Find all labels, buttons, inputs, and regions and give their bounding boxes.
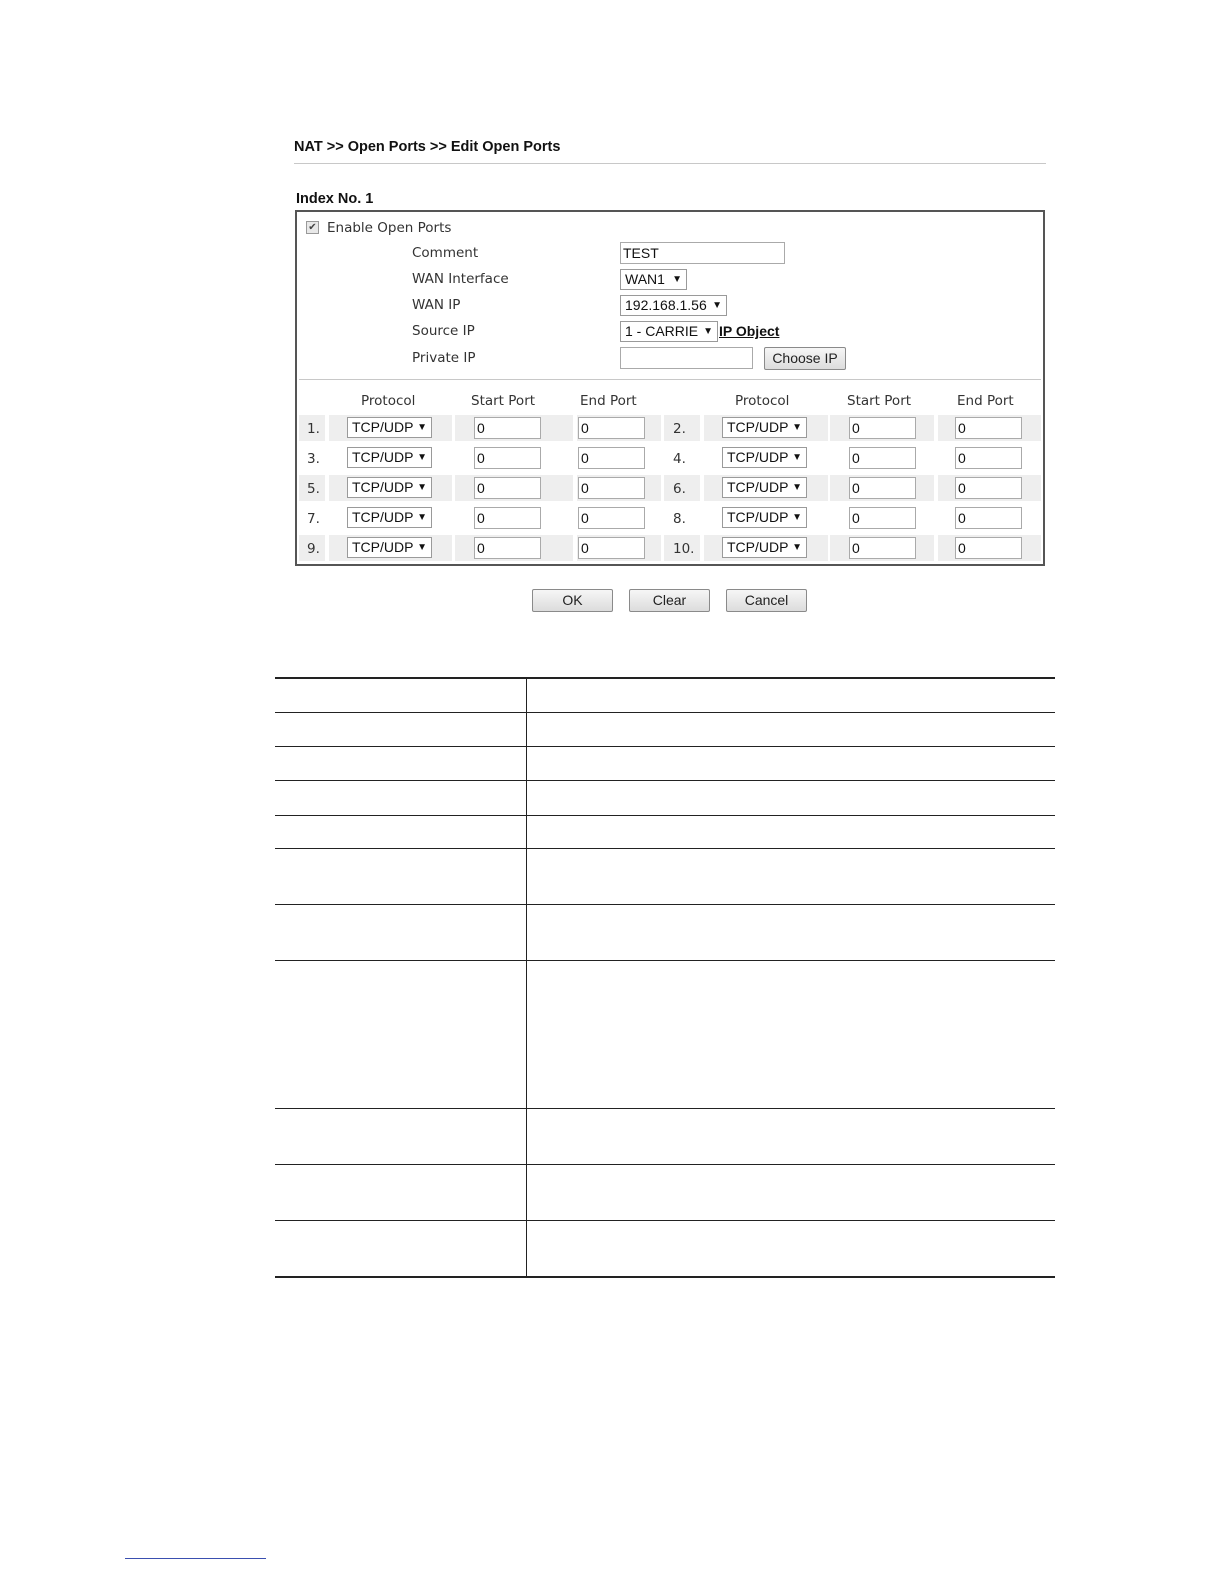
- wan-ip-value: 192.168.1.56: [625, 297, 707, 313]
- chevron-down-icon: ▼: [417, 422, 427, 433]
- protocol-select[interactable]: [347, 477, 432, 498]
- protocol-select[interactable]: [722, 447, 807, 468]
- port-row-number: 6.: [673, 481, 686, 497]
- port-row-number: 1.: [307, 421, 320, 437]
- protocol-select[interactable]: [347, 537, 432, 558]
- table-row-rule: [275, 960, 1055, 961]
- wan-ip-label: WAN IP: [412, 297, 461, 313]
- chevron-down-icon: ▼: [712, 300, 722, 311]
- chevron-down-icon: ▼: [792, 452, 802, 463]
- end-port-header-right: End Port: [957, 393, 1014, 409]
- wan-ip-select[interactable]: [620, 295, 727, 316]
- port-row-number: 7.: [307, 511, 320, 527]
- comment-input[interactable]: TEST: [620, 242, 785, 264]
- protocol-value: TCP/UDP: [727, 449, 789, 465]
- port-row-number: 10.: [673, 541, 695, 557]
- start-port-input[interactable]: 0: [474, 417, 541, 439]
- chevron-down-icon: ▼: [417, 452, 427, 463]
- protocol-value: TCP/UDP: [727, 419, 789, 435]
- protocol-header-left: Protocol: [361, 393, 416, 409]
- footer-link-rule: [125, 1558, 266, 1559]
- chevron-down-icon: ▼: [417, 512, 427, 523]
- end-port-input[interactable]: 0: [578, 507, 645, 529]
- wan-interface-label: WAN Interface: [412, 271, 509, 287]
- end-port-input[interactable]: 0: [578, 417, 645, 439]
- table-row-rule: [275, 1220, 1055, 1221]
- table-row-rule: [275, 712, 1055, 713]
- port-row-number: 9.: [307, 541, 320, 557]
- table-bottom-rule: [275, 1276, 1055, 1278]
- end-port-input[interactable]: 0: [578, 537, 645, 559]
- table-top-rule: [275, 677, 1055, 679]
- index-title: Index No. 1: [296, 191, 374, 207]
- table-row-rule: [275, 746, 1055, 747]
- enable-open-ports-checkbox[interactable]: ✔: [306, 221, 319, 234]
- chevron-down-icon: ▼: [417, 542, 427, 553]
- start-port-input[interactable]: 0: [474, 477, 541, 499]
- source-ip-value: 1 - CARRIE: [625, 323, 699, 339]
- chevron-down-icon: ▼: [792, 542, 802, 553]
- port-row-number: 8.: [673, 511, 686, 527]
- start-port-header-left: Start Port: [471, 393, 536, 409]
- end-port-input[interactable]: 0: [955, 507, 1022, 529]
- clear-button[interactable]: Clear: [629, 589, 710, 612]
- port-row-number: 4.: [673, 451, 686, 467]
- protocol-select[interactable]: [347, 507, 432, 528]
- protocol-value: TCP/UDP: [727, 479, 789, 495]
- source-ip-select[interactable]: [620, 321, 718, 342]
- ip-object-link[interactable]: IP Object: [719, 323, 780, 339]
- wan-interface-select[interactable]: [620, 269, 687, 290]
- breadcrumb: NAT >> Open Ports >> Edit Open Ports: [294, 139, 561, 155]
- ok-button[interactable]: OK: [532, 589, 613, 612]
- protocol-select[interactable]: [722, 507, 807, 528]
- chevron-down-icon: ▼: [792, 512, 802, 523]
- chevron-down-icon: ▼: [703, 326, 713, 337]
- breadcrumb-divider: [294, 163, 1046, 164]
- protocol-value: TCP/UDP: [352, 479, 414, 495]
- comment-label: Comment: [412, 245, 479, 261]
- start-port-header-right: Start Port: [847, 393, 912, 409]
- chevron-down-icon: ▼: [672, 274, 682, 285]
- port-row-number: 5.: [307, 481, 320, 497]
- table-row-rule: [275, 815, 1055, 816]
- start-port-input[interactable]: 0: [849, 477, 916, 499]
- end-port-input[interactable]: 0: [955, 537, 1022, 559]
- enable-open-ports-label: Enable Open Ports: [327, 220, 452, 236]
- table-row-rule: [275, 1108, 1055, 1109]
- protocol-select[interactable]: [347, 447, 432, 468]
- protocol-value: TCP/UDP: [352, 419, 414, 435]
- start-port-input[interactable]: 0: [849, 447, 916, 469]
- chevron-down-icon: ▼: [792, 482, 802, 493]
- source-ip-label: Source IP: [412, 323, 475, 339]
- start-port-input[interactable]: 0: [474, 537, 541, 559]
- protocol-value: TCP/UDP: [352, 509, 414, 525]
- choose-ip-button[interactable]: Choose IP: [764, 347, 846, 370]
- protocol-select[interactable]: [722, 537, 807, 558]
- protocol-header-right: Protocol: [735, 393, 790, 409]
- protocol-select[interactable]: [722, 477, 807, 498]
- private-ip-input[interactable]: [620, 347, 753, 369]
- table-row-rule: [275, 904, 1055, 905]
- wan-interface-value: WAN1: [625, 271, 665, 287]
- port-row-number: 2.: [673, 421, 686, 437]
- end-port-header-left: End Port: [580, 393, 637, 409]
- table-row-rule: [275, 780, 1055, 781]
- end-port-input[interactable]: 0: [955, 417, 1022, 439]
- start-port-input[interactable]: 0: [849, 507, 916, 529]
- end-port-input[interactable]: 0: [578, 477, 645, 499]
- chevron-down-icon: ▼: [417, 482, 427, 493]
- protocol-select[interactable]: [347, 417, 432, 438]
- start-port-input[interactable]: 0: [474, 507, 541, 529]
- protocol-value: TCP/UDP: [727, 509, 789, 525]
- protocol-value: TCP/UDP: [727, 539, 789, 555]
- protocol-value: TCP/UDP: [352, 539, 414, 555]
- private-ip-label: Private IP: [412, 350, 476, 366]
- port-row-number: 3.: [307, 451, 320, 467]
- cancel-button[interactable]: Cancel: [726, 589, 807, 612]
- start-port-input[interactable]: 0: [474, 447, 541, 469]
- section-divider: [299, 379, 1041, 380]
- end-port-input[interactable]: 0: [955, 477, 1022, 499]
- end-port-input[interactable]: 0: [578, 447, 645, 469]
- end-port-input[interactable]: 0: [955, 447, 1022, 469]
- chevron-down-icon: ▼: [792, 422, 802, 433]
- table-column-rule: [526, 677, 527, 1277]
- start-port-input[interactable]: 0: [849, 537, 916, 559]
- protocol-value: TCP/UDP: [352, 449, 414, 465]
- table-row-rule: [275, 1164, 1055, 1165]
- start-port-input[interactable]: 0: [849, 417, 916, 439]
- table-row-rule: [275, 848, 1055, 849]
- protocol-select[interactable]: [722, 417, 807, 438]
